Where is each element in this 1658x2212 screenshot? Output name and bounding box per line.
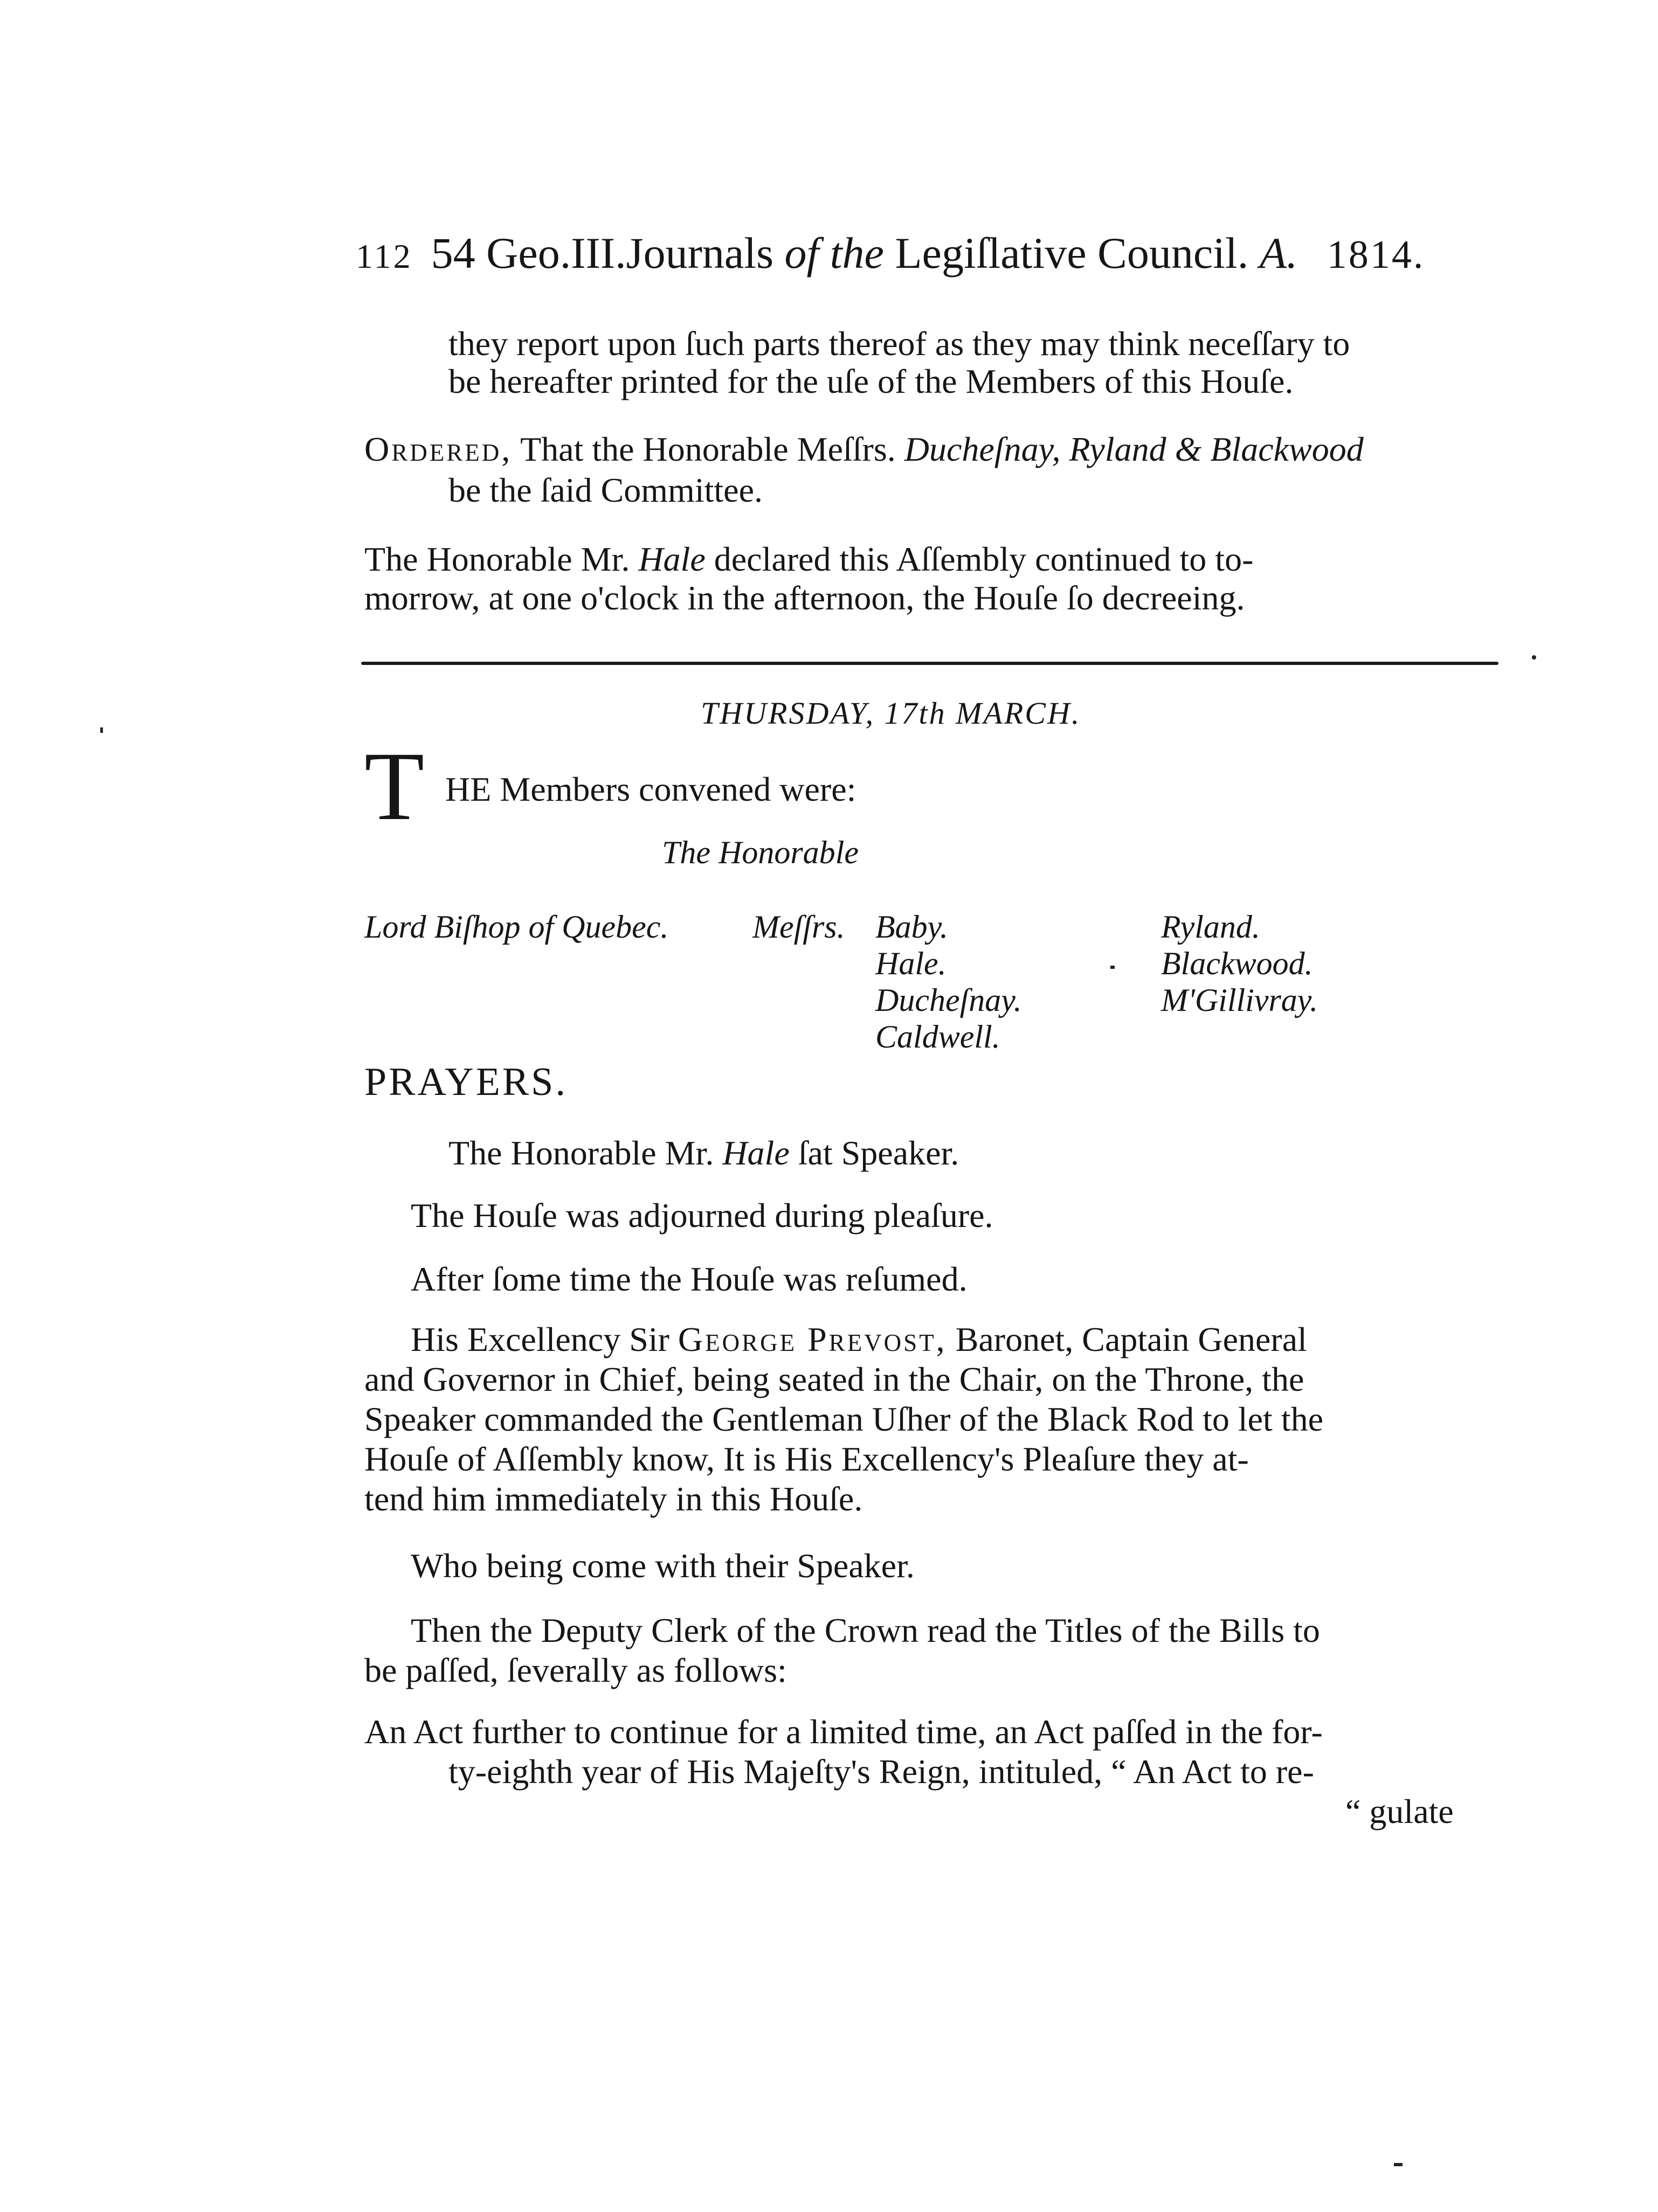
adjourned-paragraph: The Houſe was adjourned during pleaſure. [411, 1196, 993, 1235]
prev-line-1: they report upon ſuch parts thereof as they may think neceſſary to [448, 324, 1350, 363]
ordered-word: Ordered, [364, 430, 513, 468]
ordered-paragraph [364, 429, 1364, 470]
governor-name: George Prevost, [678, 1320, 947, 1358]
page-number: 112 [356, 237, 413, 275]
member-hale: Hale. [875, 946, 947, 981]
header-title-journals: Journals [626, 228, 773, 278]
member-ryland: Ryland. [1161, 909, 1260, 945]
excellency-line-5: tend him immediately in this Houſe. [364, 1480, 863, 1518]
speck-mark [1394, 2163, 1403, 2166]
speck-mark [1532, 655, 1536, 660]
members-column-c [1161, 909, 1318, 1018]
prayers-heading: PRAYERS. [364, 1060, 568, 1104]
act-line-2: ty-eighth year of His Majeſty's Reign, intituled, “ An Act to re- [448, 1752, 1314, 1791]
member-bishop: Lord Biſhop of Quebec. [364, 909, 669, 945]
speaker-text-b: ſat Speaker. [798, 1134, 959, 1172]
members-convened: HE Members convened were: [445, 770, 856, 808]
speck-mark [1110, 966, 1115, 969]
members-column-a [364, 909, 668, 945]
messrs-label: Meſſrs. [752, 909, 845, 945]
drop-cap: T [364, 732, 425, 841]
honorable-label: The Honorable [662, 835, 859, 870]
act-line-1: An Act further to continue for a limited time, an Act paſſed in the for- [364, 1712, 1323, 1751]
adjourn-line-2: morrow, at one o'clock in the afternoon, the Houſe ſo decreeing. [364, 579, 1245, 617]
regnal-year: 54 Geo.III. [431, 228, 626, 278]
speaker-name: Hale [722, 1134, 790, 1172]
clerk-line-2: be paſſed, ſeverally as follows: [364, 1651, 787, 1689]
excellency-line-4: Houſe of Aſſembly know, It is His Excellency's Pleaſure they at- [364, 1440, 1249, 1478]
speaker-paragraph [448, 1133, 959, 1174]
excellency-line-2: and Governor in Chief, being seated in the Chair, on the Throne, the [364, 1360, 1304, 1398]
catchword: “ gulate [1345, 1792, 1454, 1830]
excellency-line-3: Speaker commanded the Gentleman Uſher of the Black Rod to let the [364, 1400, 1323, 1438]
excellency-text-a: His Excellency Sir [411, 1320, 669, 1358]
ordered-text: That the Honorable Meſſrs. [520, 430, 896, 468]
ordered-line-2: be the ſaid Committee. [448, 471, 763, 509]
prev-line-2: be hereafter printed for the uſe of the Members of this Houſe. [448, 362, 1294, 400]
excellency-paragraph [411, 1319, 1307, 1360]
header-title-of-the: of the [784, 228, 884, 278]
running-header [356, 226, 1425, 283]
adjourn-paragraph [364, 539, 1253, 580]
section-rule [361, 662, 1498, 665]
header-year: 1814. [1327, 233, 1425, 277]
speck-mark [100, 727, 103, 733]
adjourn-text-b: declared this Aſſembly continued to to- [714, 540, 1254, 578]
who-being-paragraph: Who being come with their Speaker. [411, 1547, 915, 1585]
clerk-line-1: Then the Deputy Clerk of the Crown read the Titles of the Bills to [411, 1611, 1320, 1649]
day-heading: THURSDAY, 17th MARCH. [701, 696, 1081, 731]
excellency-text-b: Baronet, Captain General [955, 1320, 1307, 1358]
members-column-b [875, 909, 1022, 1055]
resumed-paragraph: After ſome time the Houſe was reſumed. [411, 1260, 968, 1298]
adjourn-text-a: The Honorable Mr. [364, 540, 630, 578]
speaker-text-a: The Honorable Mr. [448, 1134, 714, 1172]
member-blackwood: Blackwood. [1161, 946, 1313, 981]
member-duchesnay: Ducheſnay. [875, 982, 1022, 1018]
adjourn-name: Hale [638, 540, 706, 578]
member-mcgillivray: M'Gillivray. [1161, 982, 1318, 1018]
committee-names: Ducheſnay, Ryland & Blackwood [904, 430, 1364, 468]
member-caldwell: Caldwell. [875, 1019, 1000, 1055]
header-anno: A. [1259, 228, 1298, 278]
member-baby: Baby. [875, 909, 948, 945]
header-title-council: Legiſlative Council. [895, 228, 1249, 278]
